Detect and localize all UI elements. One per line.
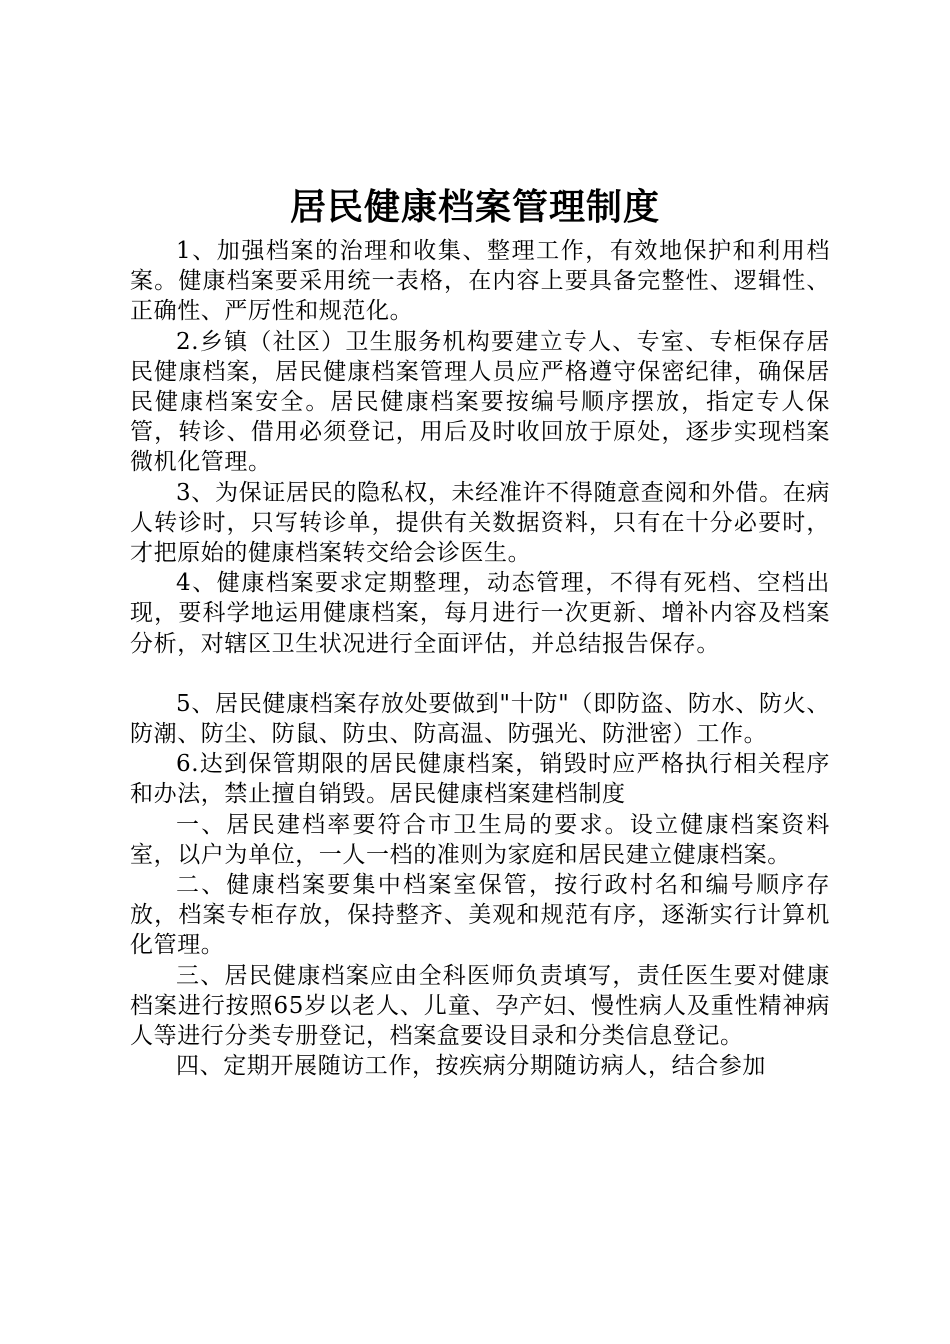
paragraph-1: 1、加强档案的治理和收集、整理工作，有效地保护和利用档案。健康档案要采用统一表格，在内容上要具备完整性、逻辑性、正确性、严厉性和规范化。 (130, 238, 830, 325)
paragraph-10: 四、定期开展随访工作，按疾病分期随访病人，结合参加 (176, 1053, 766, 1080)
paragraph-3: 3、为保证居民的隐私权，未经准许不得随意查阅和外借。在病人转诊时，只写转诊单，提供有关数据资料，只有在十分必要时，才把原始的健康档案转交给会诊医生。 (130, 479, 830, 567)
document-body (130, 236, 830, 1081)
paragraph-2: 2.乡镇（社区）卫生服务机构要建立专人、专室、专柜保存居民健康档案，居民健康档案管理人员应严格遵守保密纪律，确保居民健康档案安全。居民健康档案要按编号顺序摆放，指定专人保管，转诊、借用必须登记，用后及时收回放于原处，逐步实现档案微机化管理。 (130, 328, 830, 476)
paragraph-7: 一、居民建档率要符合市卫生局的要求。设立健康档案资料室，以户为单位，一人一档的准则为家庭和居民建立健康档案。 (130, 811, 830, 868)
blank-line (130, 659, 830, 689)
paragraph-5: 5、居民健康档案存放处要做到"十防"（即防盗、防水、防火、防潮、防尘、防鼠、防虫、防高温、防强光、防泄密）工作。 (130, 690, 830, 748)
document-title: 居民健康档案管理制度 (289, 187, 660, 228)
paragraph-6: 6.达到保管期限的居民健康档案，销毁时应严格执行相关程序和办法，禁止擅自销毁。居民健康档案建档制度 (130, 751, 830, 808)
paragraph-8: 二、健康档案要集中档案室保管，按行政村名和编号顺序存放，档案专柜存放，保持整齐、美观和规范有序，逐渐实行计算机化管理。 (130, 872, 830, 959)
paragraph-4: 4、健康档案要求定期整理，动态管理，不得有死档、空档出现，要科学地运用健康档案，每月进行一次更新、增补内容及档案分析，对辖区卫生状况进行全面评估，并总结报告保存。 (130, 570, 830, 657)
paragraph-9: 三、居民健康档案应由全科医师负责填写，责任医生要对健康档案进行按照65岁以老人、儿童、孕产妇、慢性病人及重性精神病人等进行分类专册登记，档案盒要设目录和分类信息登记。 (130, 962, 830, 1050)
